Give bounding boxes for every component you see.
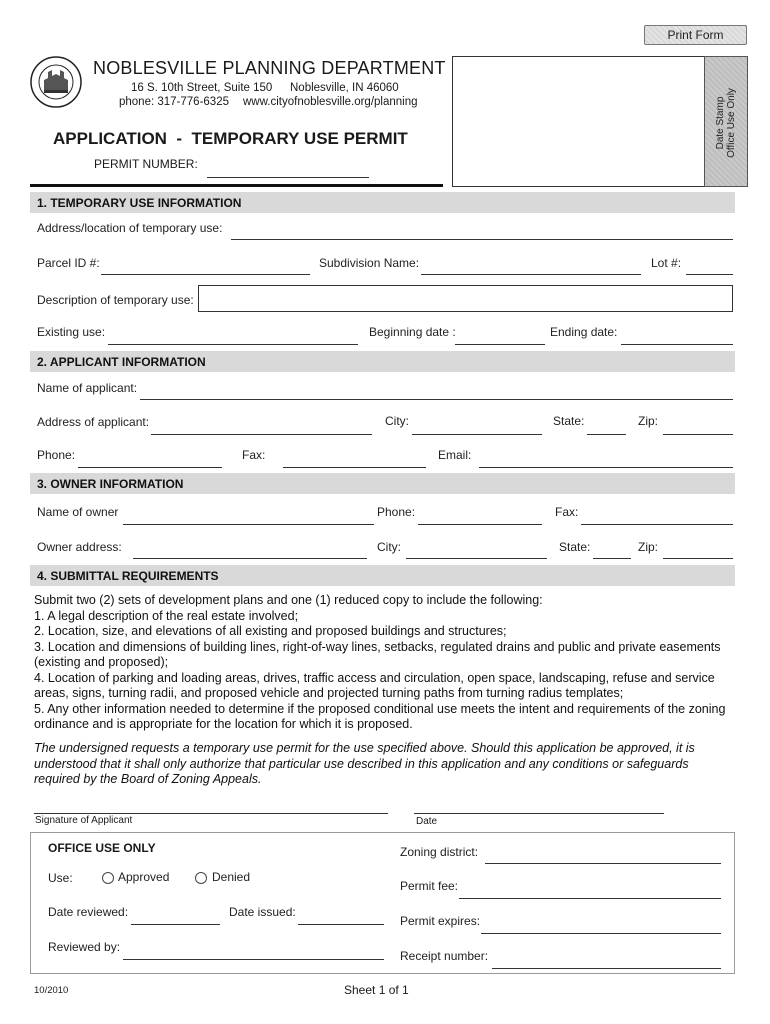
ending-date-label: Ending date: — [550, 325, 618, 339]
date-stamp-line1: Date Stamp — [715, 96, 726, 150]
date-issued-field[interactable] — [298, 924, 384, 925]
denied-label: Denied — [212, 870, 251, 884]
lot-number-field[interactable] — [686, 274, 733, 275]
lot-number-label: Lot #: — [651, 256, 682, 270]
form-title: APPLICATION - TEMPORARY USE PERMIT — [53, 129, 408, 148]
address-location-label: Address/location of temporary use: — [37, 221, 223, 235]
applicant-fax-label: Fax: — [242, 448, 266, 462]
beginning-date-field[interactable] — [455, 344, 545, 345]
applicant-zip-label: Zip: — [638, 414, 659, 428]
permit-fee-field[interactable] — [459, 898, 721, 899]
owner-state-field[interactable] — [593, 558, 631, 559]
reviewed-by-field[interactable] — [123, 959, 384, 960]
submittal-requirements-text — [34, 593, 734, 733]
section-2-heading: 2. APPLICANT INFORMATION — [30, 351, 735, 372]
department-website: www.cityofnoblesville.org/planning — [243, 96, 418, 108]
signature-date-label: Date — [416, 816, 438, 827]
requirement-item-5: 5. Any other information needed to determine if the proposed conditional use meets the intent and requirements of the zoning ordinance and is appropriate for the location for which it is proposed. — [34, 701, 726, 731]
ending-date-field[interactable] — [621, 344, 733, 345]
applicant-name-label: Name of applicant: — [37, 381, 138, 395]
permit-number-label: PERMIT NUMBER: — [94, 157, 198, 171]
owner-name-label: Name of owner — [37, 505, 119, 519]
owner-fax-field[interactable] — [581, 524, 733, 525]
existing-use-label: Existing use: — [37, 325, 106, 339]
office-use-heading: OFFICE USE ONLY — [48, 841, 156, 855]
owner-zip-field[interactable] — [663, 558, 733, 559]
applicant-city-label: City: — [385, 414, 409, 428]
zoning-district-field[interactable] — [485, 863, 721, 864]
receipt-number-field[interactable] — [492, 968, 721, 969]
applicant-email-field[interactable] — [479, 467, 733, 468]
applicant-state-label: State: — [553, 414, 585, 428]
applicant-phone-label: Phone: — [37, 448, 76, 462]
owner-state-label: State: — [559, 540, 591, 554]
section-4-heading: 4. SUBMITTAL REQUIREMENTS — [30, 565, 735, 586]
applicant-address-label: Address of applicant: — [37, 415, 150, 429]
applicant-phone-field[interactable] — [78, 467, 222, 468]
owner-phone-field[interactable] — [418, 524, 542, 525]
reviewed-by-label: Reviewed by: — [48, 940, 121, 954]
parcel-id-label: Parcel ID #: — [37, 256, 100, 270]
subdivision-name-field[interactable] — [421, 274, 641, 275]
requirement-intro: Submit two (2) sets of development plans and one (1) reduced copy to include the following: — [34, 593, 543, 607]
revision-date: 10/2010 — [34, 985, 69, 996]
department-phone: phone: 317-776-6325 — [119, 96, 229, 108]
print-form-button[interactable]: Print Form — [644, 25, 747, 45]
existing-use-field[interactable] — [108, 344, 358, 345]
section-3-heading: 3. OWNER INFORMATION — [30, 473, 735, 494]
city-seal-logo — [30, 56, 82, 108]
date-stamp-line2: Office Use Only — [726, 88, 737, 158]
zoning-district-label: Zoning district: — [400, 845, 479, 859]
description-field[interactable] — [198, 285, 733, 312]
permit-expires-label: Permit expires: — [400, 914, 481, 928]
description-label: Description of temporary use: — [37, 293, 194, 307]
section-1-heading: 1. TEMPORARY USE INFORMATION — [30, 192, 735, 213]
header-divider — [30, 184, 443, 187]
department-name: NOBLESVILLE PLANNING DEPARTMENT — [93, 58, 446, 78]
permit-number-field[interactable] — [207, 177, 369, 178]
applicant-zip-field[interactable] — [663, 434, 733, 435]
date-reviewed-label: Date reviewed: — [48, 905, 129, 919]
signature-date-field[interactable] — [414, 813, 664, 814]
sheet-number: Sheet 1 of 1 — [344, 983, 409, 997]
beginning-date-label: Beginning date : — [369, 325, 456, 339]
applicant-statement: The undersigned requests a temporary use permit for the use specified above. Should this application be approved, it is understood that it shall only authorize that particular use described in this application and any conditions or safeguards required by the Board of Zoning Appeals. — [34, 741, 695, 786]
date-issued-label: Date issued: — [229, 905, 296, 919]
use-label: Use: — [48, 871, 73, 885]
owner-address-label: Owner address: — [37, 540, 122, 554]
requirement-item-2: 2. Location, size, and elevations of all existing and proposed buildings and structures; — [34, 624, 507, 638]
subdivision-name-label: Subdivision Name: — [319, 256, 420, 270]
applicant-address-field[interactable] — [151, 434, 372, 435]
denied-radio[interactable] — [195, 872, 207, 884]
applicant-email-label: Email: — [438, 448, 472, 462]
requirement-item-1: 1. A legal description of the real estate involved; — [34, 608, 299, 623]
owner-name-field[interactable] — [123, 524, 374, 525]
receipt-number-label: Receipt number: — [400, 949, 489, 963]
department-city: Noblesville, IN 46060 — [290, 82, 399, 94]
owner-address-field[interactable] — [133, 558, 367, 559]
owner-zip-label: Zip: — [638, 540, 659, 554]
applicant-fax-field[interactable] — [283, 467, 426, 468]
approved-label: Approved — [118, 870, 170, 884]
date-reviewed-field[interactable] — [131, 924, 220, 925]
signature-label: Signature of Applicant — [35, 815, 133, 826]
applicant-city-field[interactable] — [412, 434, 542, 435]
permit-fee-label: Permit fee: — [400, 879, 459, 893]
approved-radio[interactable] — [102, 872, 114, 884]
department-street: 16 S. 10th Street, Suite 150 — [131, 82, 273, 94]
address-location-field[interactable] — [231, 239, 733, 240]
owner-fax-label: Fax: — [555, 505, 579, 519]
applicant-state-field[interactable] — [587, 434, 626, 435]
requirement-item-4: 4. Location of parking and loading areas, drives, traffic access and circulation, open space, landscaping, refuse and service areas, signs, turning radii, and proposed vehicle and projected turning paths from turning radius templates; — [34, 670, 715, 700]
owner-city-label: City: — [377, 540, 401, 554]
applicant-name-field[interactable] — [140, 399, 733, 400]
signature-field[interactable] — [34, 813, 388, 814]
owner-phone-label: Phone: — [377, 505, 416, 519]
owner-city-field[interactable] — [406, 558, 547, 559]
permit-expires-field[interactable] — [481, 933, 721, 934]
parcel-id-field[interactable] — [101, 274, 310, 275]
requirement-item-3: 3. Location and dimensions of building lines, right-of-way lines, setbacks, regulated drains and public and private easements (existing and proposed); — [34, 639, 721, 669]
date-stamp-label — [715, 68, 737, 178]
